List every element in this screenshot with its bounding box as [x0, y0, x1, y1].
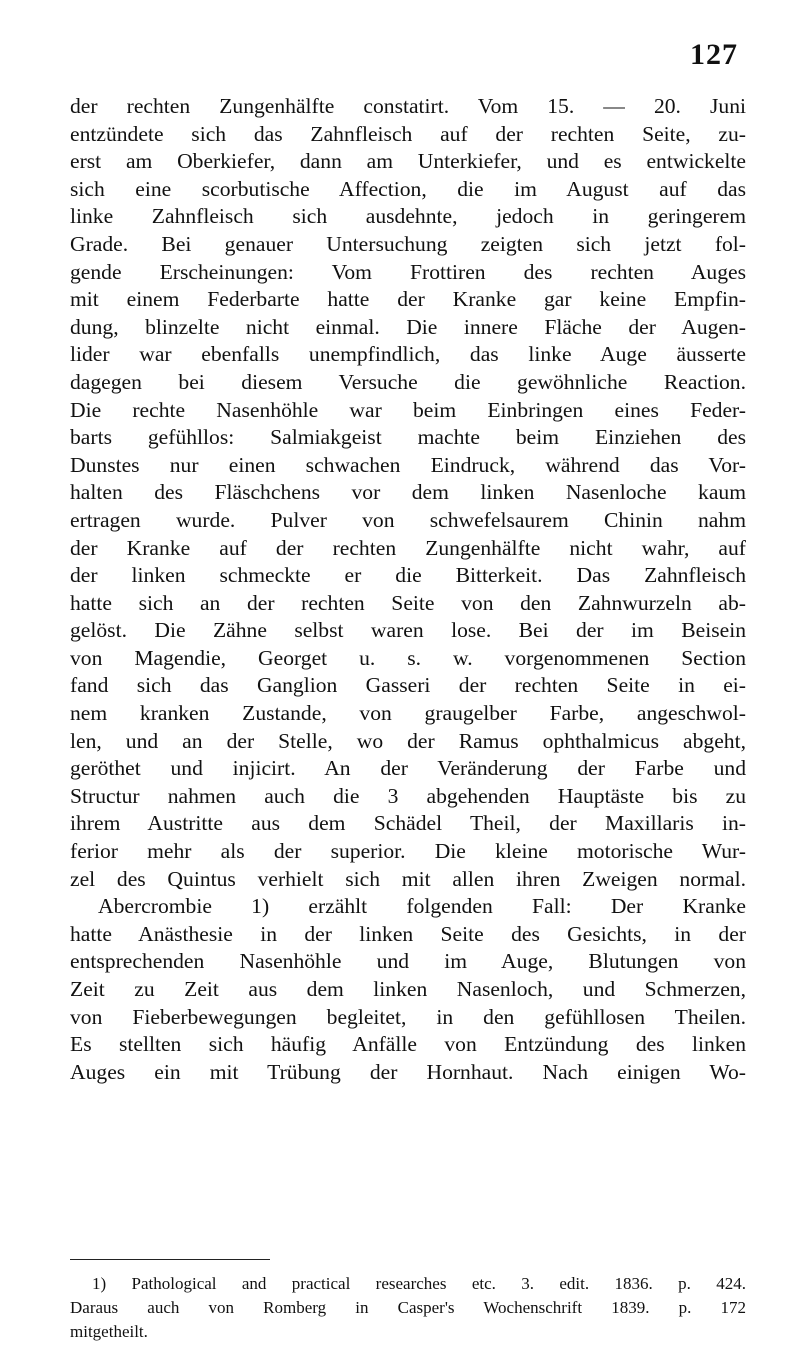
text-line: sich eine scorbutische Affection, die im August auf das: [70, 176, 746, 201]
text-line: Abercrombie 1) erzählt folgenden Fall: Der Kranke: [98, 894, 746, 919]
text-line: mit einem Federbarte hatte der Kranke gar keine Empfin-: [70, 287, 746, 312]
text-line: Auges ein mit Trübung der Hornhaut. Nach einigen Wo-: [70, 1059, 746, 1084]
footnote-line: mitgetheilt.: [70, 1322, 148, 1341]
text-line: erst am Oberkiefer, dann am Unterkiefer, und es entwickelte: [70, 149, 746, 174]
text-line: Grade. Bei genauer Untersuchung zeigten sich jetzt fol-: [70, 231, 746, 256]
text-line: gelöst. Die Zähne selbst waren lose. Bei der im Beisein: [70, 618, 746, 643]
text-line: entzündete sich das Zahnfleisch auf der rechten Seite, zu-: [70, 121, 746, 146]
text-line: von Magendie, Georget u. s. w. vorgenommenen Section: [70, 645, 746, 670]
text-line: linke Zahnfleisch sich ausdehnte, jedoch in geringerem: [70, 204, 746, 229]
text-line: ferior mehr als der superior. Die kleine motorische Wur-: [70, 839, 746, 864]
text-line: dagegen bei diesem Versuche die gewöhnliche Reaction.: [70, 369, 746, 394]
text-line: Es stellten sich häufig Anfälle von Entzündung des linken: [70, 1032, 746, 1057]
text-line: ihrem Austritte aus dem Schädel Theil, der Maxillaris in-: [70, 811, 746, 836]
text-line: zel des Quintus verhielt sich mit allen ihren Zweigen normal.: [70, 866, 746, 891]
text-line: Die rechte Nasenhöhle war beim Einbringen eines Feder-: [70, 397, 746, 422]
text-line: der Kranke auf der rechten Zungenhälfte nicht wahr, auf: [70, 535, 746, 560]
footnote-divider: [70, 1259, 270, 1260]
main-text: [70, 93, 746, 1086]
text-line: lider war ebenfalls unempfindlich, das linke Auge äusserte: [70, 342, 746, 367]
footnote-line: 1) Pathological and practical researches etc. 3. edit. 1836. p. 424.: [92, 1274, 746, 1293]
footnotes: [70, 1272, 746, 1344]
text-line: nem kranken Zustande, von graugelber Farbe, angeschwol-: [70, 701, 746, 726]
text-line: von Fieberbewegungen begleitet, in den gefühllosen Theilen.: [70, 1004, 746, 1029]
text-line: halten des Fläschchens vor dem linken Nasenloche kaum: [70, 480, 746, 505]
page-number: 127: [690, 38, 738, 71]
text-line: Structur nahmen auch die 3 abgehenden Hauptäste bis zu: [70, 783, 746, 808]
text-line: geröthet und injicirt. An der Veränderung der Farbe und: [70, 756, 746, 781]
text-line: hatte Anästhesie in der linken Seite des Gesichts, in der: [70, 921, 746, 946]
text-line: fand sich das Ganglion Gasseri der rechten Seite in ei-: [70, 673, 746, 698]
text-line: len, und an der Stelle, wo der Ramus ophthalmicus abgeht,: [70, 728, 746, 753]
text-line: Zeit zu Zeit aus dem linken Nasenloch, und Schmerzen,: [70, 977, 746, 1001]
text-line: Dunstes nur einen schwachen Eindruck, während das Vor-: [70, 452, 746, 477]
text-line: gende Erscheinungen: Vom Frottiren des rechten Auges: [70, 259, 746, 284]
footnote-line: Daraus auch von Romberg in Casper's Wochenschrift 1839. p. 172: [70, 1298, 746, 1317]
text-line: entsprechenden Nasenhöhle und im Auge, Blutungen von: [70, 949, 746, 974]
text-line: dung, blinzelte nicht einmal. Die innere Fläche der Augen-: [70, 314, 746, 339]
text-line: barts gefühllos: Salmiakgeist machte beim Einziehen des: [70, 425, 746, 450]
text-line: hatte sich an der rechten Seite von den Zahnwurzeln ab-: [70, 590, 746, 615]
text-line: der rechten Zungenhälfte constatirt. Vom 15. — 20. Juni: [70, 94, 746, 118]
text-line: der linken schmeckte er die Bitterkeit. Das Zahnfleisch: [70, 563, 746, 588]
text-line: ertragen wurde. Pulver von schwefelsaurem Chinin nahm: [70, 507, 746, 532]
